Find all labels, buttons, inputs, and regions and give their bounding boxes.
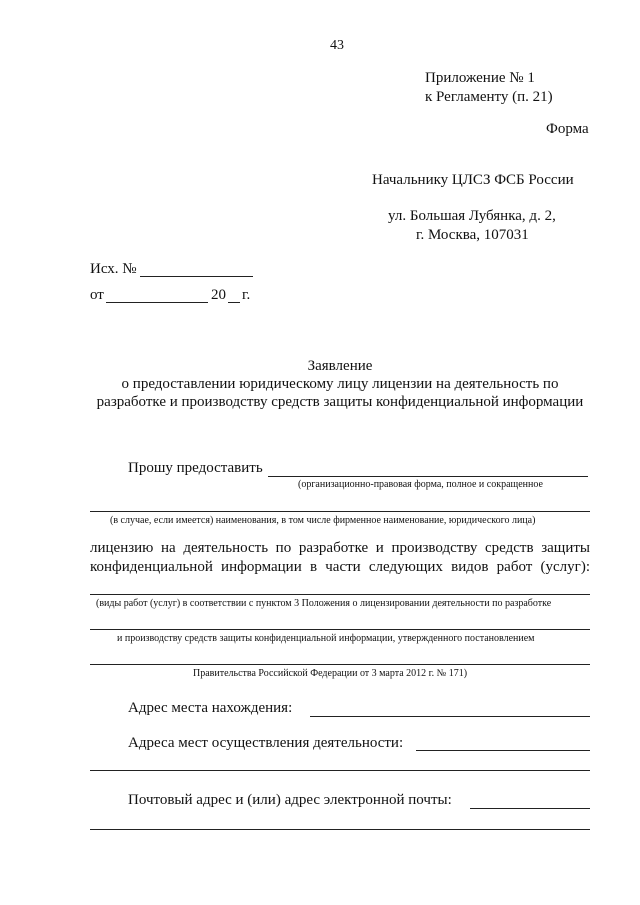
postal-address-label: Почтовый адрес и (или) адрес электронной почты: [128,792,452,808]
activity-address-label: Адреса мест осуществления деятельности: [128,735,404,751]
document-subtitle-line2: разработке и производству средств защиты конфиденциальной информации [96,394,584,410]
addressee-city: г. Москва, 107031 [416,227,529,243]
works-field-line2[interactable] [90,629,590,630]
addressee-street: ул. Большая Лубянка, д. 2, [388,208,556,224]
appendix-label: Приложение № 1 [425,70,535,86]
hint-org-form: (организационно-правовая форма, полное и сокращенное [298,479,543,490]
reglament-label: к Регламенту (п. 21) [425,89,553,105]
date-from-label: от [90,287,104,303]
location-address-field[interactable] [310,716,590,717]
works-field-line3[interactable] [90,664,590,665]
hint-org-name: (в случае, если имеется) наименования, в том числе фирменное наименование, юридического лица) [110,515,536,526]
org-name-field[interactable] [268,476,588,477]
document-subtitle-line1: о предоставлении юридическому лицу лицензии на деятельность по [121,376,559,392]
hint-works-2: и производству средств защиты конфиденциальной информации, утвержденного постановлением [117,633,535,644]
addressee-name: Начальнику ЦЛСЗ ФСБ России [372,172,574,188]
date-field[interactable] [106,302,208,303]
document-title: Заявление [307,358,373,374]
outgoing-number-label: Исх. № [90,261,137,277]
date-year-field[interactable] [228,302,240,303]
license-paragraph-line2: конфиденциальной информации в части следующих видов работ (услуг): [90,559,590,575]
activity-address-field[interactable] [416,750,590,751]
postal-address-field[interactable] [470,808,590,809]
outgoing-number-field[interactable] [140,276,253,277]
works-field-line1[interactable] [90,594,590,595]
date-year-suffix: г. [242,287,251,303]
hint-works-1: (виды работ (услуг) в соответствии с пунктом 3 Положения о лицензировании деятельности по разработке [96,598,552,609]
request-label: Прошу предоставить [128,460,263,476]
hint-works-3: Правительства Российской Федерации от 3 марта 2012 г. № 171) [193,668,468,679]
page-number: 43 [330,38,344,53]
location-address-label: Адрес места нахождения: [128,700,293,716]
org-name-field-line2[interactable] [90,511,590,512]
date-year-prefix: 20 [211,287,226,303]
postal-address-field-line2[interactable] [90,829,590,830]
form-label: Форма [546,121,589,137]
activity-address-field-line2[interactable] [90,770,590,771]
license-paragraph-line1: лицензию на деятельность по разработке и производству средств защиты [90,540,590,556]
